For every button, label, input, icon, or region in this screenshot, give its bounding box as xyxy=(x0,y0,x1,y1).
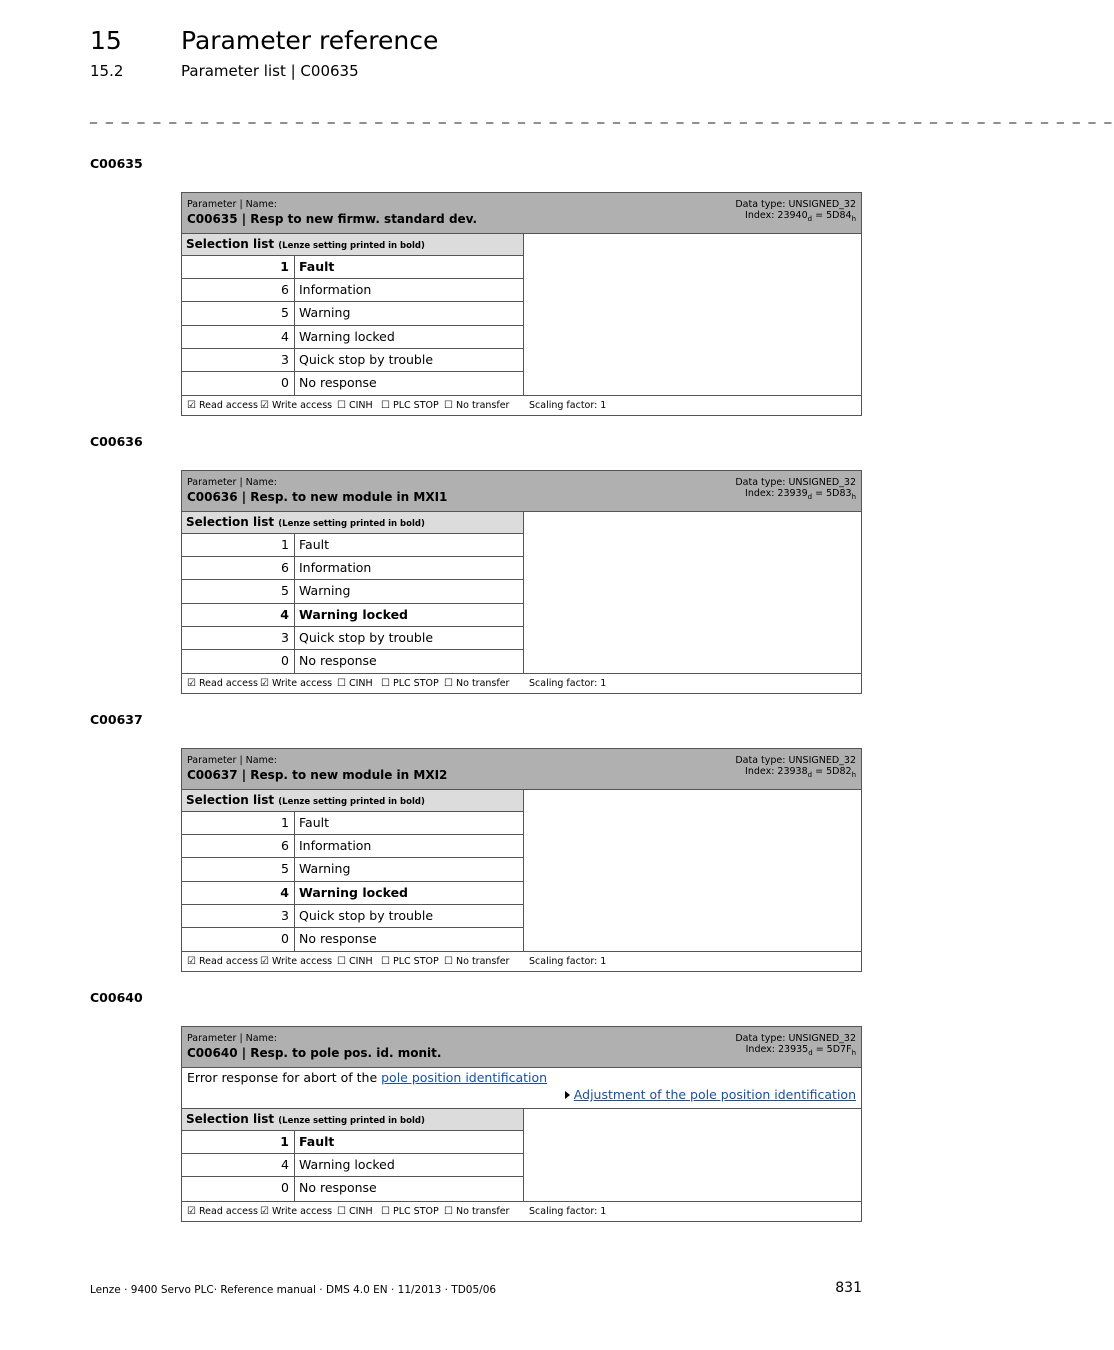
scaling-factor: Scaling factor: 1 xyxy=(529,678,607,690)
param-name-label: Parameter | Name: xyxy=(187,1033,277,1044)
cross-reference[interactable] xyxy=(565,1087,856,1102)
description-text: Error response for abort of the pole position identification xyxy=(187,1070,548,1085)
list-item: 0 No response xyxy=(182,928,523,951)
access-footer xyxy=(182,952,861,971)
checked-box-icon: ☑ xyxy=(260,400,269,412)
write-access: ☑ Write access xyxy=(260,956,333,968)
write-access: ☑ Write access xyxy=(260,400,333,412)
param-header xyxy=(182,749,861,790)
selection-blank xyxy=(524,234,861,395)
selection-blank xyxy=(524,512,861,673)
read-access: ☑ Read access xyxy=(187,678,258,690)
checked-box-icon: ☑ xyxy=(187,678,196,690)
param-table xyxy=(181,470,862,694)
param-name: C00635 | Resp to new firmw. standard dev. xyxy=(187,212,478,226)
unchecked-box-icon: ☐ xyxy=(444,678,453,690)
section-title: Parameter list | C00635 xyxy=(181,62,359,80)
selection-header: Selection list (Lenze setting printed in bold) xyxy=(182,1109,523,1131)
pole-position-link[interactable]: pole position identification xyxy=(381,1070,548,1085)
list-item: 5 Warning xyxy=(182,580,523,603)
code-heading: C00637 xyxy=(90,712,143,727)
selection-header: Selection list (Lenze setting printed in bold) xyxy=(182,234,523,256)
param-description xyxy=(182,1068,861,1109)
unchecked-box-icon: ☐ xyxy=(337,400,346,412)
param-name-label: Parameter | Name: xyxy=(187,755,277,766)
arrow-right-icon xyxy=(565,1091,570,1099)
data-type: Data type: UNSIGNED_32 xyxy=(735,199,856,210)
access-footer xyxy=(182,1202,861,1221)
read-access: ☑ Read access xyxy=(187,1205,258,1217)
list-item: 4 Warning locked xyxy=(182,326,523,349)
param-name: C00637 | Resp. to new module in MXI2 xyxy=(187,768,448,782)
param-name: C00636 | Resp. to new module in MXI1 xyxy=(187,490,448,504)
no-transfer: ☐ No transfer xyxy=(444,956,510,968)
selection-section xyxy=(182,512,861,674)
plc-stop: ☐ PLC STOP xyxy=(381,956,439,968)
selection-section xyxy=(182,1109,861,1202)
checked-box-icon: ☑ xyxy=(260,1205,269,1217)
plc-stop: ☐ PLC STOP xyxy=(381,678,439,690)
list-item: 5 Warning xyxy=(182,302,523,325)
list-item: 6 Information xyxy=(182,557,523,580)
selection-list xyxy=(182,1109,524,1201)
adjustment-link[interactable]: Adjustment of the pole position identification xyxy=(573,1087,856,1102)
list-item: 1 Fault xyxy=(182,812,523,835)
unchecked-box-icon: ☐ xyxy=(381,678,390,690)
unchecked-box-icon: ☐ xyxy=(381,956,390,968)
list-item: 1 Fault xyxy=(182,534,523,557)
list-item: 3 Quick stop by trouble xyxy=(182,349,523,372)
param-name-label: Parameter | Name: xyxy=(187,477,277,488)
selection-header: Selection list (Lenze setting printed in bold) xyxy=(182,512,523,534)
list-item: 1 Fault xyxy=(182,1131,523,1154)
selection-list xyxy=(182,512,524,673)
chapter-number: 15 xyxy=(90,26,122,55)
param-index: Index: $23935_d = 5D7F_h$ xyxy=(745,1044,856,1057)
list-item: 3 Quick stop by trouble xyxy=(182,627,523,650)
code-heading: C00640 xyxy=(90,990,143,1005)
checked-box-icon: ☑ xyxy=(187,1205,196,1217)
selection-header: Selection list (Lenze setting printed in bold) xyxy=(182,790,523,812)
param-table xyxy=(181,1026,862,1222)
param-table xyxy=(181,748,862,972)
write-access: ☑ Write access xyxy=(260,678,333,690)
scaling-factor: Scaling factor: 1 xyxy=(529,400,607,412)
checked-box-icon: ☑ xyxy=(187,956,196,968)
list-item: 0 No response xyxy=(182,1177,523,1200)
chapter-title: Parameter reference xyxy=(181,26,439,55)
param-header xyxy=(182,193,861,234)
dashed-separator: _ _ _ _ _ _ _ _ _ _ _ _ _ _ _ _ _ _ _ _ _ _ _ _ _ _ _ _ _ _ _ _ _ _ _ _ _ _ _ _ _ _ _ _ _ _ _ _ _ _ _ _ _ _ _ _ _ _ _ _ _ _ _ _ _ xyxy=(90,108,1114,124)
read-access: ☑ Read access xyxy=(187,400,258,412)
scaling-factor: Scaling factor: 1 xyxy=(529,956,607,968)
list-item: 6 Information xyxy=(182,835,523,858)
unchecked-box-icon: ☐ xyxy=(381,1205,390,1217)
cinh: ☐ CINH xyxy=(337,956,373,968)
write-access: ☑ Write access xyxy=(260,1205,333,1217)
unchecked-box-icon: ☐ xyxy=(337,1205,346,1217)
param-header xyxy=(182,1027,861,1068)
unchecked-box-icon: ☐ xyxy=(444,400,453,412)
list-item: 6 Information xyxy=(182,279,523,302)
list-item: 1 Fault xyxy=(182,256,523,279)
data-type: Data type: UNSIGNED_32 xyxy=(735,1033,856,1044)
plc-stop: ☐ PLC STOP xyxy=(381,1205,439,1217)
param-index: Index: $23939_d = 5D83_h$ xyxy=(745,488,856,501)
list-item: 0 No response xyxy=(182,372,523,395)
selection-list xyxy=(182,234,524,395)
param-name: C00640 | Resp. to pole pos. id. monit. xyxy=(187,1046,442,1060)
cinh: ☐ CINH xyxy=(337,1205,373,1217)
checked-box-icon: ☑ xyxy=(187,400,196,412)
selection-blank xyxy=(524,1109,861,1201)
data-type: Data type: UNSIGNED_32 xyxy=(735,755,856,766)
param-name-label: Parameter | Name: xyxy=(187,199,277,210)
code-heading: C00635 xyxy=(90,156,143,171)
code-heading: C00636 xyxy=(90,434,143,449)
list-item: 4 Warning locked xyxy=(182,1154,523,1177)
unchecked-box-icon: ☐ xyxy=(444,1205,453,1217)
list-item: 3 Quick stop by trouble xyxy=(182,905,523,928)
param-header xyxy=(182,471,861,512)
selection-section xyxy=(182,790,861,952)
no-transfer: ☐ No transfer xyxy=(444,678,510,690)
unchecked-box-icon: ☐ xyxy=(381,400,390,412)
list-item: 5 Warning xyxy=(182,858,523,881)
selection-blank xyxy=(524,790,861,951)
list-item: 0 No response xyxy=(182,650,523,673)
selection-list xyxy=(182,790,524,951)
access-footer xyxy=(182,396,861,415)
cinh: ☐ CINH xyxy=(337,678,373,690)
selection-section xyxy=(182,234,861,396)
access-footer xyxy=(182,674,861,693)
unchecked-box-icon: ☐ xyxy=(444,956,453,968)
read-access: ☑ Read access xyxy=(187,956,258,968)
list-item: 4 Warning locked xyxy=(182,604,523,627)
no-transfer: ☐ No transfer xyxy=(444,1205,510,1217)
page-footer: Lenze · 9400 Servo PLC· Reference manual · DMS 4.0 EN · 11/2013 · TD05/06 xyxy=(90,1284,497,1296)
page-number: 831 xyxy=(835,1280,862,1296)
cinh: ☐ CINH xyxy=(337,400,373,412)
unchecked-box-icon: ☐ xyxy=(337,956,346,968)
unchecked-box-icon: ☐ xyxy=(337,678,346,690)
plc-stop: ☐ PLC STOP xyxy=(381,400,439,412)
list-item: 4 Warning locked xyxy=(182,882,523,905)
param-index: Index: $23938_d = 5D82_h$ xyxy=(745,766,856,779)
param-table xyxy=(181,192,862,416)
section-number: 15.2 xyxy=(90,62,124,80)
checked-box-icon: ☑ xyxy=(260,956,269,968)
no-transfer: ☐ No transfer xyxy=(444,400,510,412)
scaling-factor: Scaling factor: 1 xyxy=(529,1205,607,1217)
checked-box-icon: ☑ xyxy=(260,678,269,690)
param-index: Index: $23940_d = 5D84_h$ xyxy=(745,210,856,223)
data-type: Data type: UNSIGNED_32 xyxy=(735,477,856,488)
